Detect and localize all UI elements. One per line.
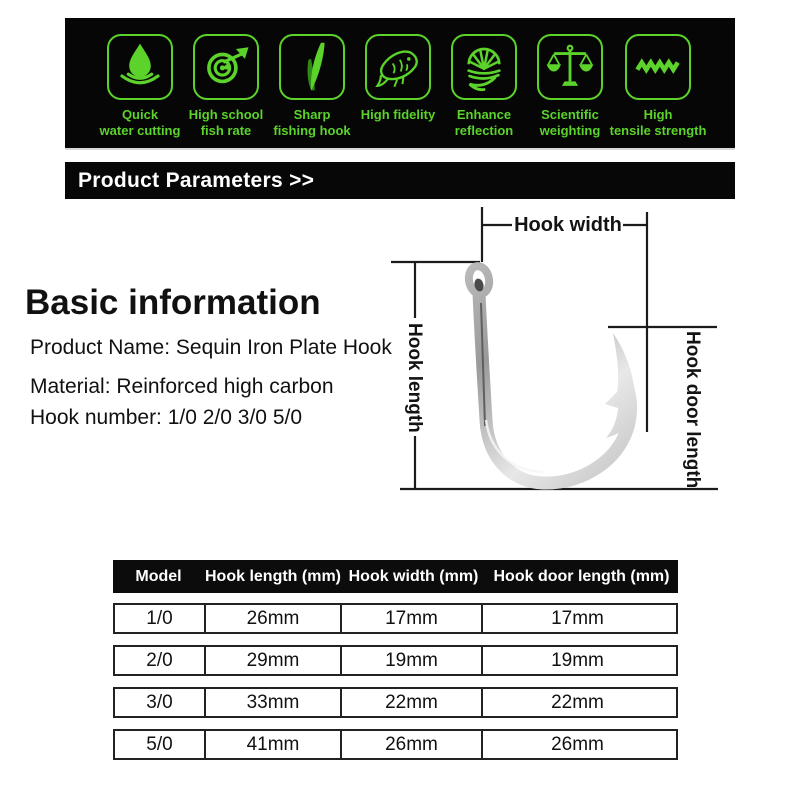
model-cell: 5/0 <box>146 733 173 755</box>
fishing-hook-illustration <box>467 264 636 483</box>
banner-title: Product Parameters >> <box>78 168 315 192</box>
feature-label: Scientific weighting <box>539 107 601 138</box>
product-parameters-banner <box>65 162 735 199</box>
hook-point-icon <box>279 34 345 100</box>
table-row <box>113 603 678 634</box>
feature-scientific-weighting <box>527 18 613 148</box>
spec-table-header <box>113 560 678 593</box>
table-row <box>113 729 678 760</box>
feature-label: High tensile strength <box>609 107 707 138</box>
header-hook-width: Hook width (mm) <box>348 567 479 585</box>
model-cell: 1/0 <box>146 607 173 629</box>
hook-length-cell: 26mm <box>204 605 340 632</box>
feature-quick-water-cutting <box>97 18 183 148</box>
model-cell: 2/0 <box>146 649 173 671</box>
hook-length-cell: 41mm <box>204 731 340 758</box>
spec-table <box>113 560 678 755</box>
header-hook-door-length: Hook door length (mm) <box>493 567 670 585</box>
hook-width-cell: 17mm <box>340 605 481 632</box>
zigzag-icon <box>625 34 691 100</box>
feature-label: Enhance reflection <box>454 107 514 138</box>
model-cell: 3/0 <box>146 691 173 713</box>
water-drop-icon <box>107 34 173 100</box>
table-row <box>113 645 678 676</box>
balance-scale-icon <box>537 34 603 100</box>
hook-length-cell: 33mm <box>204 689 340 716</box>
feature-enhance-reflection <box>441 18 527 148</box>
hook-door-length-cell: 26mm <box>481 731 672 758</box>
feature-label: High fidelity <box>360 107 436 122</box>
basic-information-heading: Basic information <box>25 283 321 322</box>
shell-reflection-icon <box>451 34 517 100</box>
table-row <box>113 687 678 718</box>
hook-width-cell: 26mm <box>340 731 481 758</box>
fish-icon <box>365 34 431 100</box>
hook-number-line: Hook number: 1/0 2/0 3/0 5/0 <box>30 406 303 429</box>
feature-label: Sharp fishing hook <box>273 107 351 138</box>
dimension-lines <box>391 207 718 489</box>
feature-sharp-fishing-hook <box>269 18 355 148</box>
hook-width-cell: 19mm <box>340 647 481 674</box>
header-model: Model <box>135 567 182 585</box>
target-dart-icon <box>193 34 259 100</box>
product-name-line: Product Name: Sequin Iron Plate Hook <box>30 336 392 359</box>
material-line: Material: Reinforced high carbon <box>30 375 334 398</box>
hook-door-length-cell: 19mm <box>481 647 672 674</box>
header-hook-length: Hook length (mm) <box>205 567 341 585</box>
hook-length-label: Hook length <box>404 323 425 433</box>
feature-label: Quick water cutting <box>99 107 181 138</box>
hook-door-length-label: Hook door length <box>682 331 703 489</box>
feature-band <box>65 18 735 150</box>
hook-door-length-cell: 17mm <box>481 605 672 632</box>
feature-high-school-fish-rate <box>183 18 269 148</box>
hook-door-length-cell: 22mm <box>481 689 672 716</box>
hook-length-cell: 29mm <box>204 647 340 674</box>
feature-label: High school fish rate <box>188 107 264 138</box>
feature-high-tensile-strength <box>609 18 707 148</box>
feature-high-fidelity <box>355 18 441 148</box>
hook-width-cell: 22mm <box>340 689 481 716</box>
hook-width-label: Hook width <box>514 214 622 236</box>
